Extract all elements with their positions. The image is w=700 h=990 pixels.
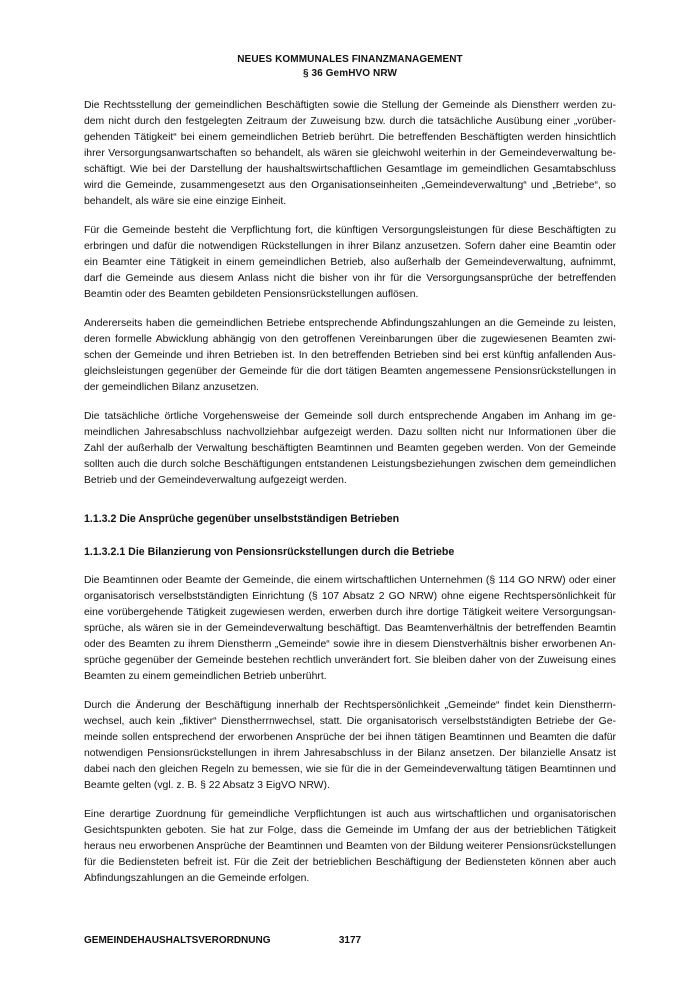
subsection-heading: 1.1.3.2.1 Die Bilanzierung von Pensionsrückstellungen durch die Betriebe bbox=[84, 546, 455, 558]
paragraph: Die Rechtsstellung der gemeindlichen Beschäftigten sowie die Stellung der Gemeinde als Dienstherr werden zudem nicht durch den festgelegten Zeitraum der Zuweisung bzw. durch die tatsächliche Ausübung einer „vorübergehenden Tätigkeit“ bei einem gemeindlichen Betrieb berührt. Die betreffenden Beschäftigten werden hinsichtlich ihrer Versorgungsanwartschaften so behandelt, als wären sie gleichwohl weiterhin in der Gemeindeverwaltung beschäftigt. Wie bei der Darstellung der haushaltswirtschaftlichen Gesamtlage im gemeindlichen Gesamtabschluss wird die Gemeinde, zusammengesetzt aus den Organisationseinheiten „Gemeindeverwaltung“ und „Betriebe“, so behandelt, als wäre sie eine einzige Einheit. bbox=[84, 100, 616, 207]
section-heading: 1.1.3.2 Die Ansprüche gegenüber unselbstständigen Betrieben bbox=[84, 513, 400, 525]
paragraph: Die Beamtinnen oder Beamte der Gemeinde, die einem wirtschaftlichen Unternehmen (§ 114 GO NRW) oder einer organisatorisch verselbstständigten Einrichtung (§ 107 Absatz 2 GO NRW) ohne eigene Rechtspersönlichkeit für eine vorübergehende Tätigkeit zugewiesen werden, erwerben durch ihre dortige Tätigkeit weitere Versorgungsansprüche, als wären sie in der Gemeindeverwaltung beschäftigt. Das Beamtenverhältnis der betreffenden Beamtin oder des Beamten zu ihrem Dienstherrn „Gemeinde“ sowie ihre in diesem Dienstverhältnis bisher erworbenen Ansprüche gegenüber der Gemeinde bestehen rechtlich unverändert fort. Sie bleiben daher von der Zuweisung eines Beamten zu einem gemeindlichen Betrieb unberührt. bbox=[84, 575, 616, 682]
document-column bbox=[84, 0, 616, 900]
page-number: 3177 bbox=[338, 935, 362, 946]
paragraph: Eine derartige Zuordnung für gemeindliche Verpflichtungen ist auch aus wirtschaftlichen und organisatorischen Gesichtspunkten geboten. Sie hat zur Folge, dass die Gemeinde im Umfang der aus der betrieblichen Tätigkeit heraus neu erworbenen Ansprüche der Beamtinnen und Beamten von der Bildung weiterer Pensionsrückstellungen für die Bediensteten befreit ist. Für die Zeit der betrieblichen Beschäftigung der Bediensteten können aber auch Abfindungszahlungen an die Gemeinde erfolgen. bbox=[84, 809, 616, 884]
page-header bbox=[84, 53, 616, 80]
document-title: NEUES KOMMUNALES FINANZMANAGEMENT bbox=[237, 54, 463, 65]
footer-label: GEMEINDEHAUSHALTSVERORDNUNG bbox=[84, 935, 271, 946]
paragraph: Andererseits haben die gemeindlichen Betriebe entsprechende Abfindungszahlungen an die Gemeinde zu leisten, deren formelle Abwicklung abhängig von den getroffenen Vereinbarungen über die zugewiesenen Beamten zwischen der Gemeinde und ihren Betrieben ist. In den betreffenden Betrieben sind bei erst künftig anfallenden Ausgleichsleistungen gegenüber der Gemeinde für die dort tätigen Beamten angemessene Pensionsrückstellungen in der gemeindlichen Bilanz anzusetzen. bbox=[84, 318, 616, 393]
paragraph: Die tatsächliche örtliche Vorgehensweise der Gemeinde soll durch entsprechende Angaben im Anhang im gemeindlichen Jahresabschluss nachvollziehbar aufgezeigt werden. Dazu sollten nicht nur Informationen über die Zahl der außerhalb der Verwaltung beschäftigten Beamtinnen und Beamten gegeben werden. Von der Gemeinde sollten auch die durch solche Beschäftigungen entstandenen Leistungsbeziehungen zwischen dem gemeindlichen Betrieb und der Gemeindeverwaltung aufgezeigt werden. bbox=[84, 411, 616, 486]
document-subtitle: § 36 GemHVO NRW bbox=[302, 67, 398, 79]
paragraph: Durch die Änderung der Beschäftigung innerhalb der Rechtspersönlichkeit „Gemeinde“ findet kein Dienstherrnwechsel, auch kein „fiktiver“ Dienstherrnwechsel, statt. Die organisatorisch verselbstständigten Betriebe der Gemeinde sollen entsprechend der erworbenen Ansprüche der bei ihnen tätigen Beamtinnen und Beamten die dafür notwendigen Pensionsrückstellungen in ihrem Jahresabschluss in der Bilanz ansetzen. Der bilanzielle Ansatz ist dabei nach den gleichen Regeln zu bemessen, wie sie für die in der Gemeindeverwaltung tätigen Beamtinnen und Beamte gelten (vgl. z. B. § 22 Absatz 3 EigVO NRW). bbox=[84, 700, 616, 791]
paragraph: Für die Gemeinde besteht die Verpflichtung fort, die künftigen Versorgungsleistungen für diese Beschäftigten zu erbringen und dafür die notwendigen Rückstellungen in ihrer Bilanz anzusetzen. Sofern daher eine Beamtin oder ein Beamter eine Tätigkeit in einem gemeindlichen Betrieb, also außerhalb der Gemeindeverwaltung, aufnimmt, darf die Gemeinde aus diesem Anlass nicht die bisher von ihr für die Versorgungsansprüche der betreffenden Beamtin oder des Beamten gebildeten Pensionsrückstellungen auflösen. bbox=[84, 225, 616, 300]
page-footer bbox=[84, 934, 616, 947]
